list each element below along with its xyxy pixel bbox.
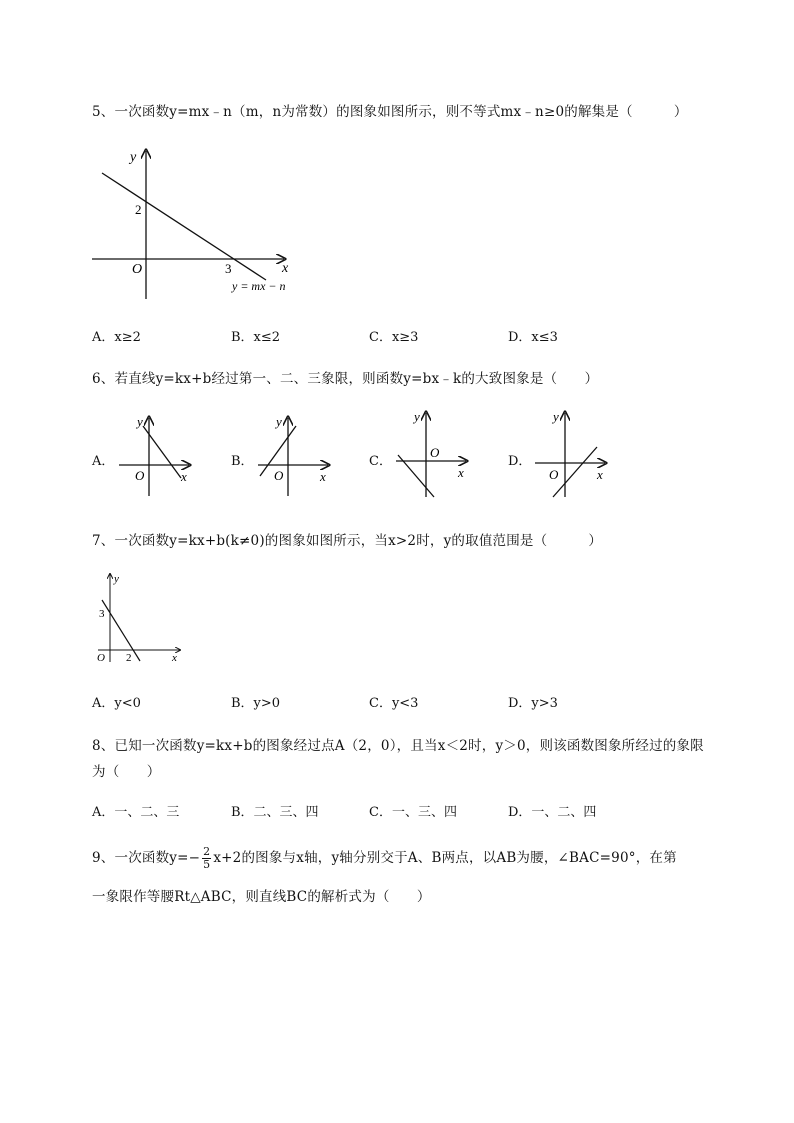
svg-text:3: 3 [99,608,105,620]
svg-text:y: y [276,414,282,429]
q8-option-a[interactable]: A．一、二、三 [92,805,180,820]
q7-option-c[interactable]: C．y<3 [369,696,419,711]
q7-option-a[interactable]: A．y<0 [92,696,141,711]
q5-option-b[interactable]: B．x≤2 [231,330,281,345]
q6-option-c-label[interactable]: C． [369,454,392,469]
q9-text-post: x+2的图象与x轴，y轴分别交于A、B两点，以AB为腰，∠BAC=90°，在第 [213,850,677,866]
q5-y-intercept: 2 [135,202,142,217]
svg-text:y: y [137,414,143,429]
q6-option-d-label[interactable]: D． [508,454,532,469]
q6-graph-c[interactable] [392,405,472,500]
q8-option-c[interactable]: C．一、三、四 [369,805,457,820]
q5-graph [88,143,308,303]
svg-text:x: x [172,652,177,664]
q9-frac-num: 2 [203,845,211,858]
svg-text:x: x [320,469,326,484]
svg-text:O: O [135,468,145,483]
q7-text: 7、一次函数y=kx+b(k≠0)的图象如图所示，当x>2时，y的取值范围是（ ） [92,533,603,549]
q5-option-a[interactable]: A．x≥2 [92,330,141,345]
q9-text-line1 [92,846,677,871]
q6-graph-b[interactable] [254,410,334,500]
q5-origin: O [132,262,143,277]
svg-text:x: x [597,467,603,482]
q9-frac-den: 5 [203,858,211,871]
q6-graph-a[interactable] [115,410,195,500]
svg-text:x: x [181,469,187,484]
q8-option-d[interactable]: D．一、二、四 [508,805,597,820]
q8-text-line2: 为（ ） [92,764,161,780]
q5-line-label: y = mx − n [232,279,286,293]
q7-option-b[interactable]: B．y>0 [231,696,281,711]
svg-text:y: y [553,409,559,424]
svg-text:O: O [274,468,284,483]
svg-text:y: y [414,409,420,424]
svg-text:O: O [549,467,559,482]
svg-text:2: 2 [126,652,132,664]
svg-text:y: y [114,573,119,585]
svg-text:O: O [430,445,440,460]
q5-x-intercept: 3 [225,261,232,276]
q6-text: 6、若直线y=kx+b经过第一、二、三象限，则函数y=bx﹣k的大致图象是（ ） [92,371,599,387]
q8-text-line1: 8、已知一次函数y=kx+b的图象经过点A（2，0），且当x＜2时，y＞0，则该函数图象所经过的象限 [92,738,704,754]
q5-option-c[interactable]: C．x≥3 [369,330,419,345]
svg-text:O: O [97,652,105,664]
svg-text:x: x [458,465,464,480]
q8-option-b[interactable]: B．二、三、四 [231,805,319,820]
q5-line [102,173,266,280]
q5-y-label: y [130,150,137,165]
q5-x-label: x [282,261,289,276]
q5-option-d[interactable]: D．x≤3 [508,330,558,345]
q5-text: 5、一次函数y=mx﹣n（m，n为常数）的图象如图所示，则不等式mx﹣n≥0的解集是（ ） [92,104,688,120]
q7-option-d[interactable]: D．y>3 [508,696,558,711]
q6-graph-d[interactable] [531,405,611,500]
q9-text-line2: 一象限作等腰Rt△ABC，则直线BC的解析式为（ ） [92,889,431,905]
q7-graph [92,570,187,665]
q6-option-a-label[interactable]: A． [92,454,115,469]
q9-text-pre: 9、一次函数y=− [92,850,201,866]
q6-option-b-label[interactable]: B． [231,454,254,469]
q9-fraction [202,846,211,871]
